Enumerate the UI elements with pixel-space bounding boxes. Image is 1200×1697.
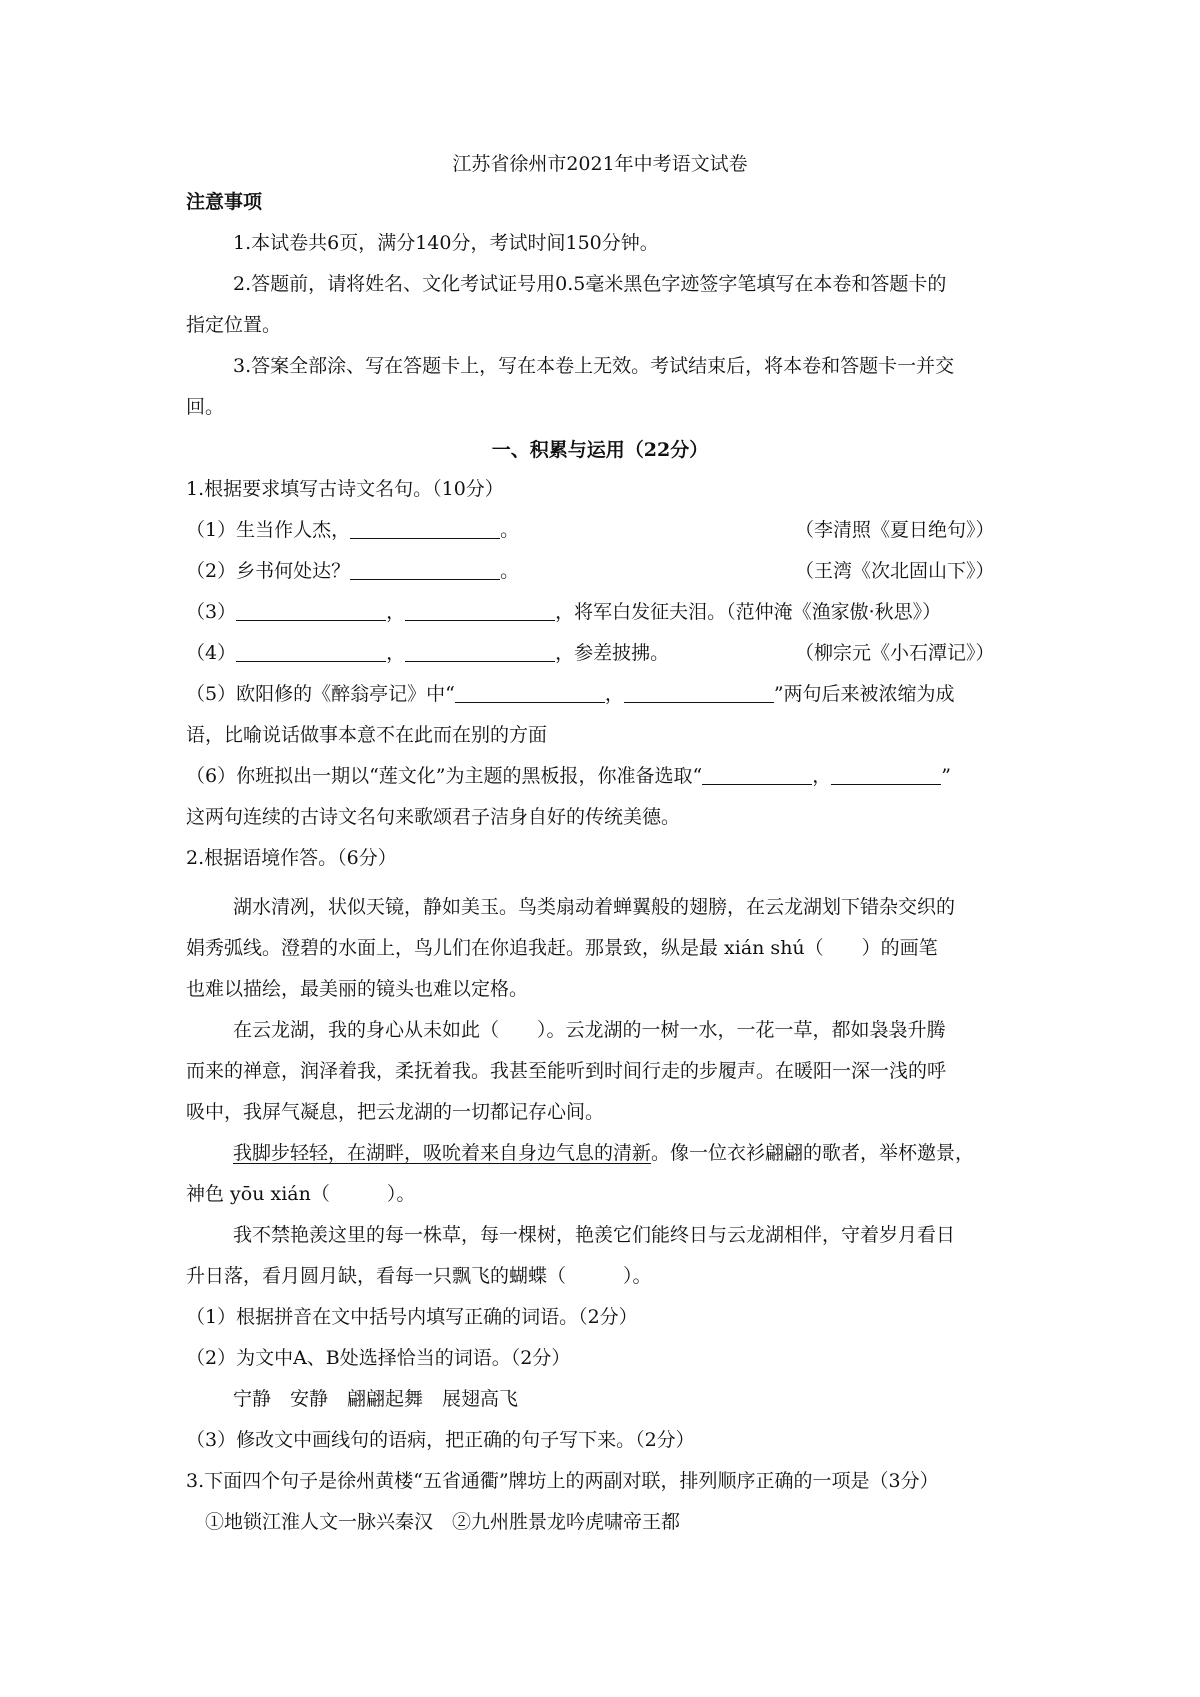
q1-item-4-end: ，参差披拂。 (555, 642, 670, 664)
q1-item-5-sep: ， (604, 683, 624, 705)
passage-para-3-line-1 (233, 1140, 974, 1166)
answer-blank[interactable] (350, 559, 500, 580)
q1-item-5-text: （5）欧阳修的《醉翁亭记》中“ (186, 683, 455, 705)
q1-item-2-text: （2）乡书何处达？ (186, 560, 351, 582)
q1-item-4 (186, 640, 669, 666)
answer-blank[interactable] (236, 600, 386, 621)
answer-blank[interactable] (831, 764, 941, 785)
answer-blank[interactable] (236, 641, 386, 662)
q1-item-1-source: （李清照《夏日绝句》） (795, 519, 995, 541)
q3-stem: 3.下面四个句子是徐州黄楼“五省通衢”牌坊上的两副对联，排列顺序正确的一项是（3分） (186, 1470, 939, 1492)
q1-item-6-end: ” (941, 765, 951, 787)
page-title: 江苏省徐州市2021年中考语文试卷 (452, 153, 748, 175)
passage-para-4-line-2: 升日落，看月圆月缺，看每一只飘飞的蝴蝶（ ）。 (186, 1265, 652, 1287)
notice-item-2-line-1: 2.答题前，请将姓名、文化考试证号用0.5毫米黑色字迹签字笔填写在本卷和答题卡的 (233, 273, 947, 295)
q1-item-1-text: （1）生当作人杰， (186, 519, 351, 541)
notice-item-1: 1.本试卷共6页，满分140分，考试时间150分钟。 (233, 232, 659, 254)
q1-item-6-text: （6）你班拟出一期以“莲文化”为主题的黑板报，你准备选取“ (186, 765, 703, 787)
passage-para-1-line-3: 也难以描绘，最美丽的镜头也难以定格。 (186, 978, 529, 1000)
q1-item-2-end: 。 (500, 560, 520, 582)
section-heading: 一、积累与运用（22分） (491, 439, 709, 461)
passage-para-1-line-2: 娟秀弧线。澄碧的水面上，鸟儿们在你追我赶。那景致，纵是最 xián shú（ ）的画笔 (186, 937, 938, 959)
q1-item-4-source: （柳宗元《小石潭记》） (795, 642, 995, 664)
q2-sub-2: （2）为文中A、B处选择恰当的词语。（2分） (186, 1347, 571, 1369)
passage-para-4-line-1: 我不禁艳羡这里的每一株草，每一棵树，艳羡它们能终日与云龙湖相伴，守着岁月看日 (233, 1224, 956, 1246)
q1-stem: 1.根据要求填写古诗文名句。（10分） (186, 478, 504, 500)
q1-item-1-end: 。 (500, 519, 520, 541)
q1-item-3-text: （3） (186, 601, 237, 623)
q2-word-options: 宁静 安静 翩翩起舞 展翅高飞 (233, 1388, 519, 1410)
q1-item-2-source: （王湾《次北固山下》） (795, 560, 995, 582)
notice-heading: 注意事项 (186, 191, 263, 213)
q1-item-3-end: ，将军白发征夫泪。（范仲淹《渔家傲·秋思》） (555, 601, 942, 623)
answer-blank[interactable] (350, 518, 500, 539)
answer-blank[interactable] (405, 641, 555, 662)
q1-item-4-text: （4） (186, 642, 237, 664)
answer-blank[interactable] (455, 682, 605, 703)
q1-item-6-sep: ， (812, 765, 832, 787)
passage-para-1-line-1: 湖水清冽，状似天镜，静如美玉。鸟类扇动着蝉翼般的翅膀，在云龙湖划下错杂交织的 (233, 896, 956, 918)
q1-item-6-line-2: 这两句连续的古诗文名句来歌颂君子洁身自好的传统美德。 (186, 806, 681, 828)
q1-item-2 (186, 558, 519, 584)
passage-para-3-rest: 。像一位衣衫翩翩的歌者，举杯邀景， (651, 1142, 975, 1164)
q1-item-1 (186, 517, 519, 543)
q1-item-5 (186, 681, 955, 707)
passage-para-2-line-3: 吸中，我屏气凝息，把云龙湖的一切都记存心间。 (186, 1101, 605, 1123)
notice-item-2-line-2: 指定位置。 (186, 314, 282, 336)
answer-blank[interactable] (405, 600, 555, 621)
notice-item-3-line-2: 回。 (186, 396, 225, 418)
q1-item-5-end: ”两句后来被浓缩为成 (773, 683, 955, 705)
passage-para-3-line-2: 神色 yōu xián（ ）。 (186, 1183, 416, 1205)
passage-para-2-line-1: 在云龙湖，我的身心从未如此（ ）。云龙湖的一树一水，一花一草，都如袅袅升腾 (233, 1019, 946, 1041)
q1-item-3 (186, 599, 941, 625)
answer-blank[interactable] (702, 764, 812, 785)
q1-item-3-sep: ， (386, 601, 406, 623)
q2-sub-1: （1）根据拼音在文中括号内填写正确的词语。（2分） (186, 1306, 638, 1328)
answer-blank[interactable] (624, 682, 774, 703)
q1-item-6 (186, 763, 951, 789)
notice-item-3-line-1: 3.答案全部涂、写在答题卡上，写在本卷上无效。考试结束后，将本卷和答题卡一并交 (233, 355, 955, 377)
passage-para-2-line-2: 而来的禅意，润泽着我，柔抚着我。我甚至能听到时间行走的步履声。在暖阳一深一浅的呼 (186, 1060, 947, 1082)
q2-sub-3: （3）修改文中画线句的语病，把正确的句子写下来。（2分） (186, 1429, 695, 1451)
underlined-sentence: 我脚步轻轻，在湖畔，吸吮着来自身边气息的清新 (233, 1142, 652, 1164)
q2-stem: 2.根据语境作答。（6分） (186, 847, 397, 869)
q1-item-5-line-2: 语，比喻说话做事本意不在此而在别的方面 (186, 724, 548, 746)
q1-item-4-sep: ， (386, 642, 406, 664)
q3-items: ①地锁江淮人文一脉兴秦汉 ②九州胜景龙吟虎啸帝王都 (205, 1511, 681, 1533)
